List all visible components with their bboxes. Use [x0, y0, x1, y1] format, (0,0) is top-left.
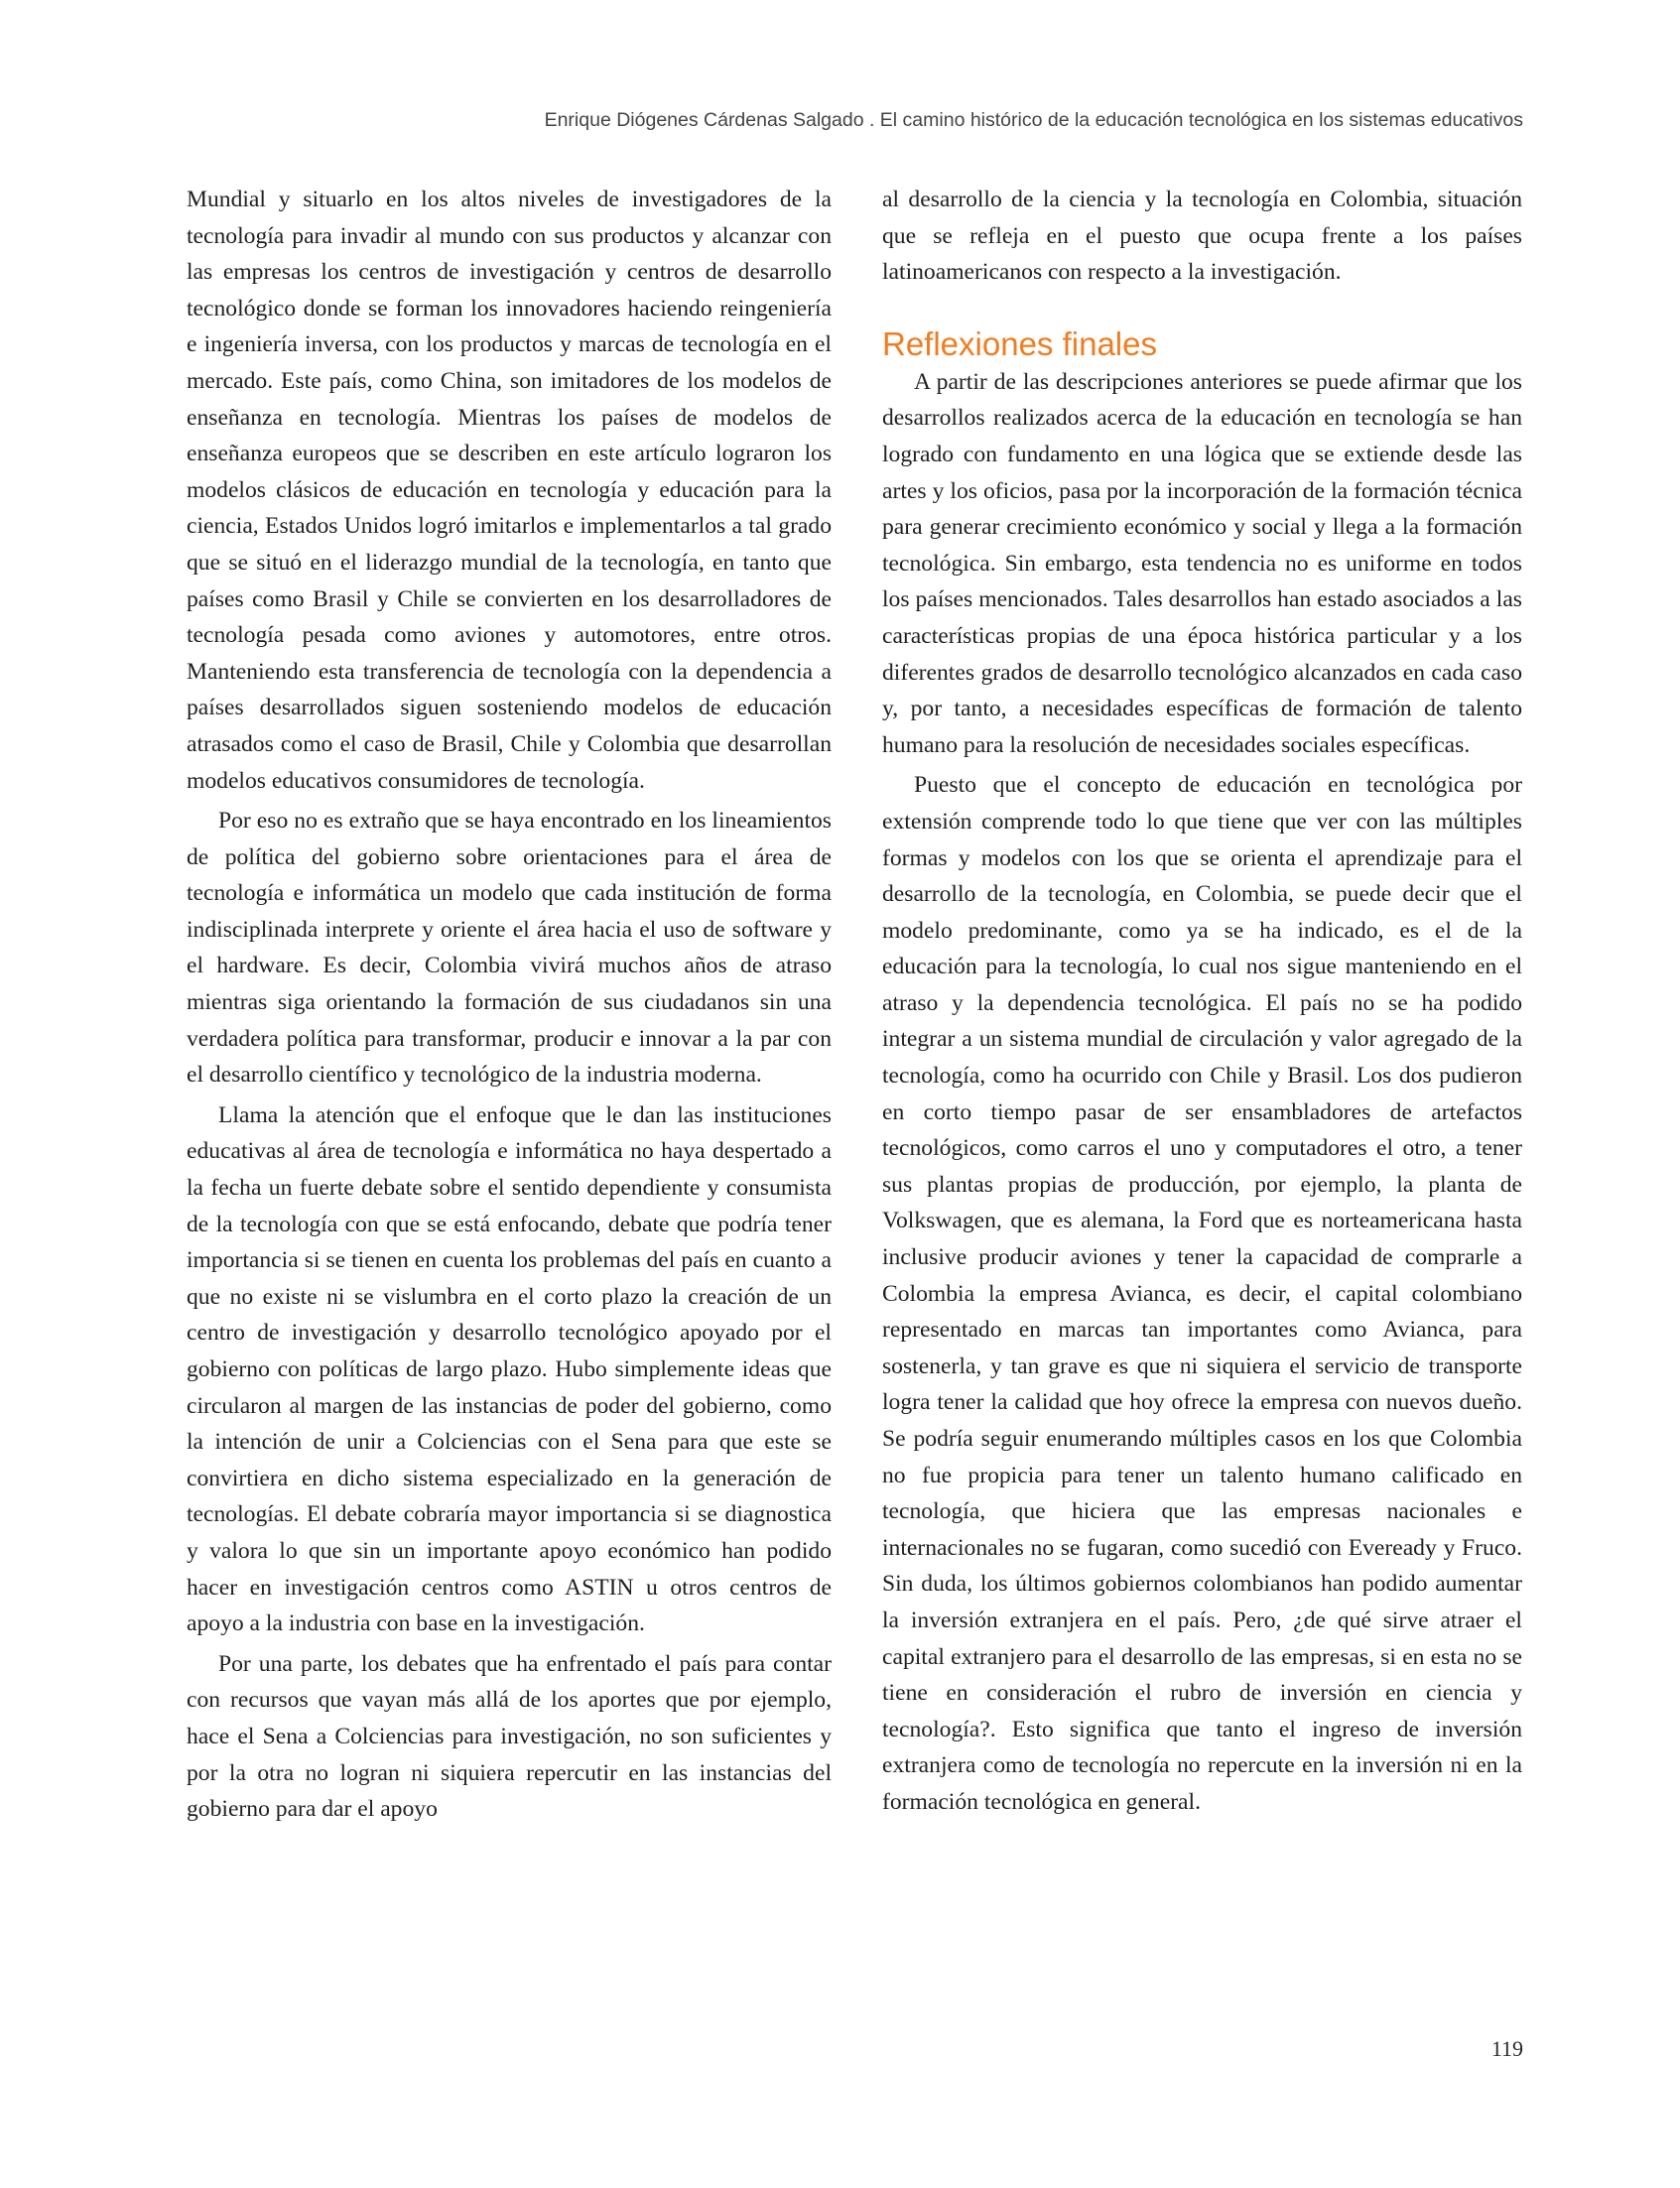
section-heading: Reflexiones finales [882, 324, 1157, 362]
body-paragraph: Por una parte, los debates que ha enfrentado el país para contar con recursos que vayan más allá de los aportes que por ejemplo, hace el Sena a Colciencias para investigación, no son suficientes y por la otra no logran ni siquiera repercutir en las instancias del gobierno para dar el apoyo [187, 1650, 832, 1823]
body-paragraph: A partir de las descripciones anteriores se puede afirmar que los desarrollos realizados acerca de la educación en tecnología se han logrado con fundamento en una lógica que se extiende desde las artes y los oficios, pasa por la incorporación de la formación técnica para generar crecimiento económico y social y llega a la formación tecnológica. Sin embargo, esta tendencia no es uniforme en todos los países mencionados. Tales desarrollos han estado asociados a las características propias de una época histórica particular y a los diferentes grados de desarrollo tecnológico alcanzados en cada caso y, por tanto, a necesidades específicas de formación de talento humano para la resolución de necesidades sociales específicas. [882, 368, 1522, 758]
running-header: Enrique Diógenes Cárdenas Salgado . El camino histórico de la educación tecnológica en los sistemas educativos [544, 109, 1523, 131]
page-number: 119 [1490, 2036, 1523, 2061]
left-column [187, 182, 832, 1832]
body-paragraph: Puesto que el concepto de educación en tecnológica por extensión comprende todo lo que tiene que ver con las múltiples formas y modelos con los que se orienta el aprendizaje para el desarrollo de la tecnología, en Colombia, se puede decir que el modelo predominante, como ya se ha indicado, es el de la educación para la tecnología, lo cual nos sigue manteniendo en el atraso y la dependencia tecnológica. El país no se ha podido integrar a un sistema mundial de circulación y valor agregado de la tecnología, como ha ocurrido con Chile y Brasil. Los dos pudieron en corto tiempo pasar de ser ensambladores de artefactos tecnológicos, como carros el uno y computadores el otro, a tener sus plantas propias de producción, por ejemplo, la planta de Volkswagen, que es alemana, la Ford que es norteamericana hasta inclusive producir aviones y tener la capacidad de comprarle a Colombia la empresa Avianca, es decir, el capital colombiano representado en marcas tan importantes como Avianca, para sostenerla, y tan grave es que ni siquiera el servicio de transporte logra tener la calidad que hoy ofrece la empresa con nuevos dueño. Se podría seguir enumerando múltiples casos en los que Colombia no fue propicia para tener un talento humano calificado en tecnología, que hiciera que las empresas nacionales e internacionales no se fugaran, como sucedió con Eveready y Fruco. Sin duda, los últimos gobiernos colombianos han podido aumentar la inversión extranjera en el país. Pero, ¿de qué sirve atraer el capital extranjero para el desarrollo de las empresas, si en esta no se tiene en consideración el rubro de inversión en ciencia y tecnología?. Esto significa que tanto el ingreso de inversión extranjera como de tecnología no repercute en la inversión ni en la formación tecnológica en general. [882, 772, 1522, 1815]
body-paragraph-continuation: Mundial y situarlo en los altos niveles de investigadores de la tecnología para invadir al mundo con sus productos y alcanzar con las empresas los centros de investigación y centros de desarrollo tecnológico donde se forman los innovadores haciendo reingeniería e ingeniería inversa, con los productos y marcas de tecnología en el mercado. Este país, como China, son imitadores de los modelos de enseñanza en tecnología. Mientras los países de modelos de enseñanza europeos que se describen en este artículo lograron los modelos clásicos de educación en tecnología y educación para la ciencia, Estados Unidos logró imitarlos e implementarlos a tal grado que se situó en el liderazgo mundial de la tecnología, en tanto que países como Brasil y Chile se convierten en los desarrolladores de tecnología pesada como aviones y automotores, entre otros. Manteniendo esta transferencia de tecnología con la dependencia a países desarrollados siguen sosteniendo modelos de educación atrasados como el caso de Brasil, Chile y Colombia que desarrollan modelos educativos consumidores de tecnología. [187, 187, 832, 794]
body-paragraph: Llama la atención que el enfoque que le dan las instituciones educativas al área de tecnología e informática no haya despertado a la fecha un fuerte debate sobre el sentido dependiente y consumista de la tecnología con que se está enfocando, debate que podría tener importancia si se tienen en cuenta los problemas del país en cuanto a que no existe ni se vislumbra en el corto plazo la creación de un centro de investigación y desarrollo tecnológico apoyado por el gobierno con políticas de largo plazo. Hubo simplemente ideas que circularon al margen de las instancias de poder del gobierno, como la intención de unir a Colciencias con el Sena para que este se convirtiera en dicho sistema especializado en la generación de tecnologías. El debate cobraría mayor importancia si se diagnostica y valora lo que sin un importante apoyo económico han podido hacer en investigación centros como ASTIN u otros centros de apoyo a la industria con base en la investigación. [187, 1101, 832, 1637]
right-column [882, 182, 1522, 1825]
body-paragraph-continuation: al desarrollo de la ciencia y la tecnología en Colombia, situación que se refleja en el puesto que ocupa frente a los países latinoamericanos con respecto a la investigación. [882, 187, 1522, 286]
body-paragraph: Por eso no es extraño que se haya encontrado en los lineamientos de política del gobierno sobre orientaciones para el área de tecnología e informática un modelo que cada institución de forma indisciplinada interprete y oriente el área hacia el uso de software y el hardware. Es decir, Colombia vivirá muchos años de atraso mientras siga orientando la formación de sus ciudadanos sin una verdadera política para transformar, producir e innovar a la par con el desarrollo científico y tecnológico de la industria moderna. [187, 808, 832, 1089]
